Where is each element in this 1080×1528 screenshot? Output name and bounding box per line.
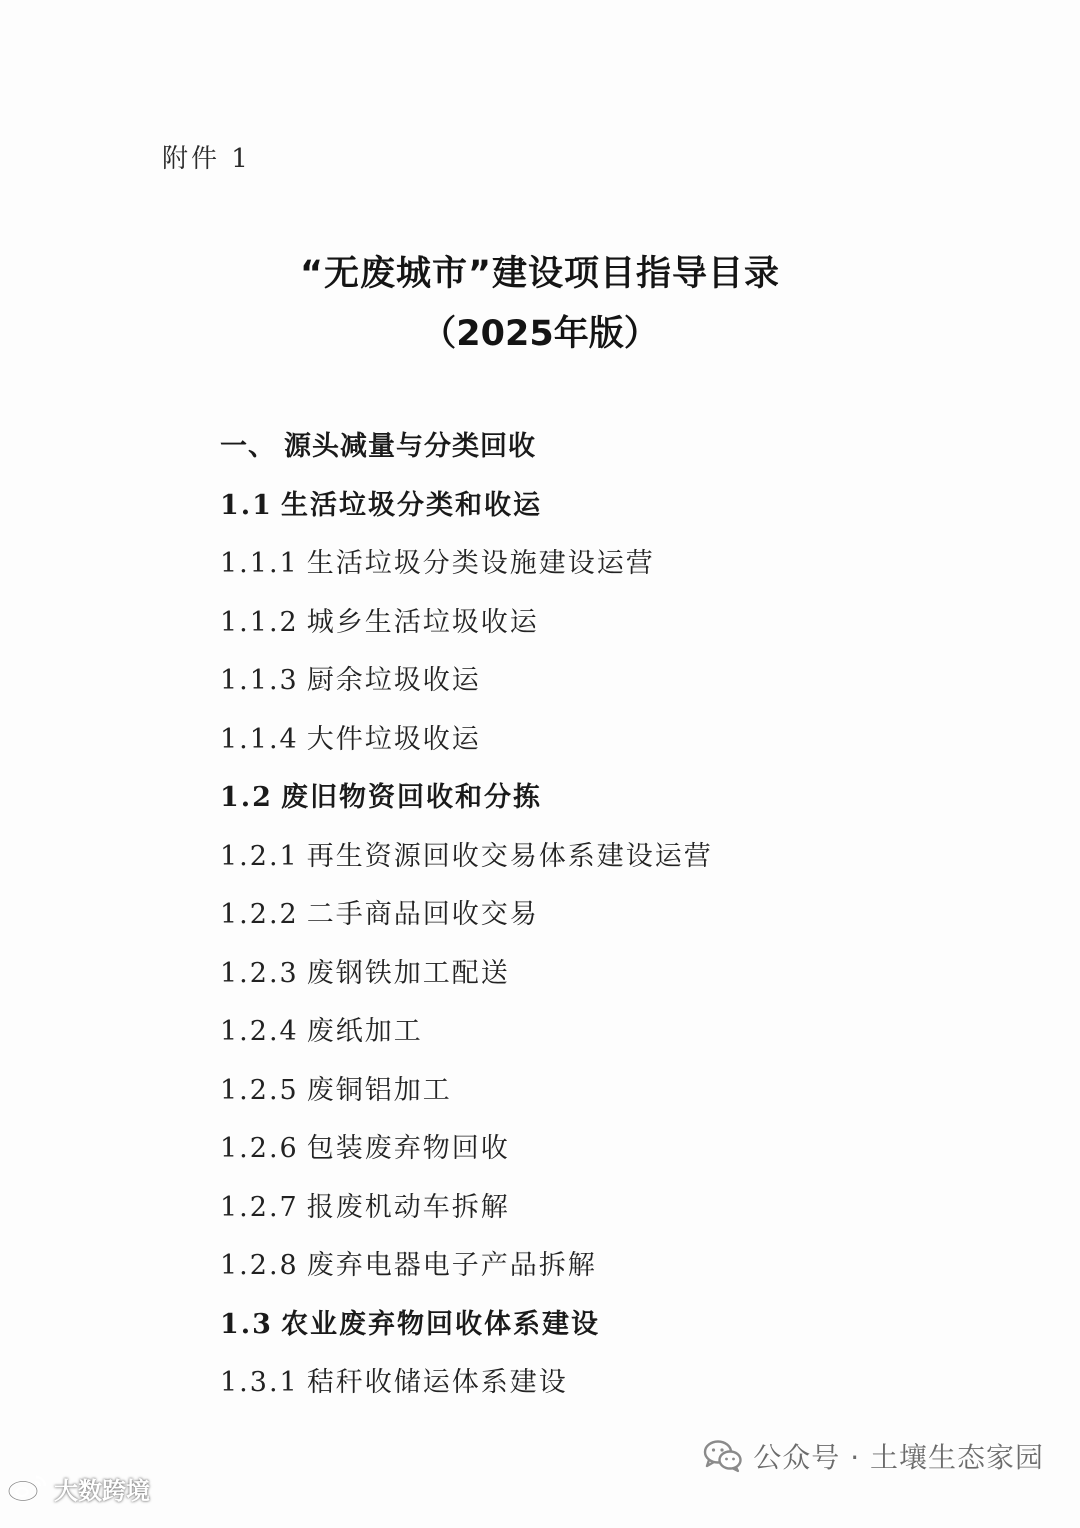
catalog-number: 1.2.5 (220, 1074, 299, 1106)
catalog-text: 农业废弃物回收体系建设 (280, 1308, 600, 1340)
catalog-item (220, 1129, 1020, 1188)
catalog-list (220, 427, 1020, 1422)
catalog-number: 1.1.1 (220, 548, 299, 579)
catalog-text: 包装废弃物回收 (306, 1133, 510, 1164)
catalog-text: 废钢铁加工配送 (306, 957, 510, 989)
catalog-text: 生活垃圾分类设施建设运营 (306, 548, 655, 579)
catalog-number: 1.2.2 (220, 899, 299, 930)
catalog-section (220, 427, 1020, 486)
wechat-watermark (703, 1434, 1044, 1478)
title-block (0, 250, 1080, 358)
catalog-item (220, 1012, 1020, 1071)
catalog-text: 秸秆收储运体系建设 (306, 1367, 568, 1398)
catalog-number: 1.2.4 (220, 1016, 299, 1047)
catalog-item (220, 1188, 1020, 1247)
catalog-number: 1.3.1 (220, 1367, 299, 1398)
catalog-text: 厨余垃圾收运 (306, 665, 481, 696)
wechat-watermark-text: 公众号 · 土壤生态家园 (753, 1441, 1044, 1474)
catalog-number: 1.2.7 (220, 1191, 299, 1223)
catalog-item (220, 544, 1020, 603)
catalog-number: 1.3 (220, 1308, 273, 1340)
catalog-item (220, 895, 1020, 954)
wechat-icon (703, 1439, 743, 1473)
weibo-watermark-text: 大数跨境 (54, 1476, 150, 1505)
catalog-text: 大件垃圾收运 (306, 723, 481, 755)
catalog-text: 再生资源回收交易体系建设运营 (306, 840, 713, 872)
catalog-number: 1.2.8 (220, 1250, 299, 1281)
catalog-number: 1.2.6 (220, 1133, 299, 1164)
catalog-number: 1.1 (220, 489, 273, 521)
catalog-text: 报废机动车拆解 (306, 1191, 510, 1223)
document-title: “无废城市”建设项目指导目录 (299, 254, 780, 294)
catalog-item (220, 603, 1020, 662)
catalog-text: 废铜铝加工 (306, 1074, 452, 1106)
catalog-number: 1.2 (220, 782, 273, 813)
catalog-group (220, 778, 1020, 837)
catalog-item (220, 1071, 1020, 1130)
catalog-number: 1.2.3 (220, 957, 299, 989)
catalog-text: 废纸加工 (306, 1016, 423, 1047)
weibo-watermark (6, 1470, 150, 1506)
catalog-item (220, 1363, 1020, 1422)
catalog-group (220, 486, 1020, 545)
catalog-item (220, 1246, 1020, 1305)
catalog-number: 1.1.4 (220, 723, 299, 755)
catalog-item (220, 954, 1020, 1013)
catalog-item (220, 661, 1020, 720)
catalog-item (220, 720, 1020, 779)
catalog-number: 1.1.3 (220, 665, 299, 696)
catalog-text: 城乡生活垃圾收运 (306, 606, 539, 638)
catalog-group (220, 1305, 1020, 1364)
catalog-text: 源头减量与分类回收 (284, 431, 536, 462)
weibo-icon (6, 1473, 50, 1503)
catalog-text: 废弃电器电子产品拆解 (306, 1250, 597, 1281)
catalog-number: 1.2.1 (220, 840, 299, 872)
catalog-number: 1.1.2 (220, 606, 299, 638)
catalog-item (220, 837, 1020, 896)
catalog-text: 二手商品回收交易 (306, 899, 539, 930)
catalog-number: 一、 (220, 431, 276, 462)
document-subtitle: （2025年版） (421, 314, 659, 354)
catalog-text: 废旧物资回收和分拣 (280, 782, 542, 813)
attachment-label: 附件 1 (162, 144, 251, 174)
catalog-text: 生活垃圾分类和收运 (280, 489, 542, 521)
